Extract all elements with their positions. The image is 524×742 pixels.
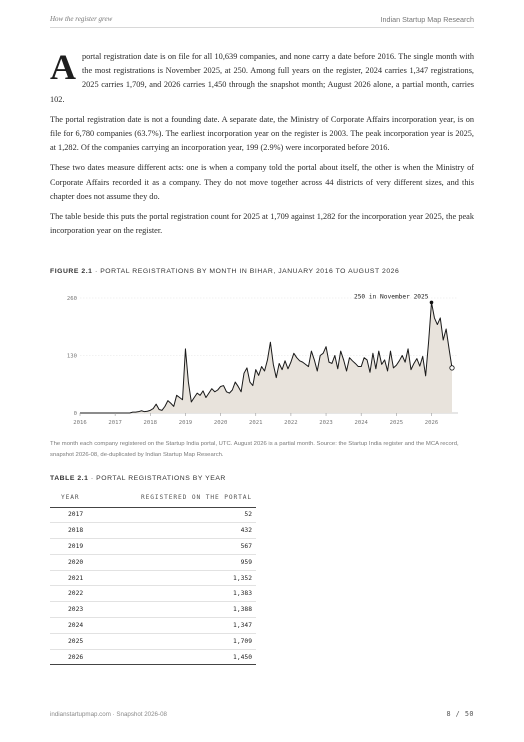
x-tick-label: 2017 [108,420,122,426]
figure-number: FIGURE 2.1 [50,268,93,275]
paragraph-1-text: portal registration date is on file for all 10,639 companies, and none carry a date before 2016. The single month with the most registrations is November 2025, at 250. Among full years on the register, 2024 carries 1,347 registrations, 2025 carries 1,709, and 2026 carries 1,450 through the snapshot month; August 2026 alone, a partial month, carries 102. [50,52,474,104]
x-tick-label: 2025 [389,420,404,426]
paragraph-2: The portal registration date is not a founding date. A separate date, the Ministry of Corporate Affairs incorporation year, is on file for 6,780 companies (63.7%). The earliest incorporation year on the register is 2003. The peak incorporation year is 2025, at 1,282. Of the companies carrying an incorporation year, 199 (2.9%) were incorporated before 2016. [50,114,474,153]
table-row [50,539,256,555]
total-pages: 50 [464,710,474,718]
x-tick-label: 2024 [354,420,368,426]
column-header-registered: REGISTERED ON THE PORTAL [99,488,256,507]
x-tick-label: 2019 [178,420,193,426]
figure-caption [50,268,399,275]
peak-annotation: 250 in November 2025 [353,293,429,301]
year-cell: 2020 [50,554,99,570]
count-cell: 432 [99,523,256,539]
x-tick-label: 2021 [249,420,263,426]
x-tick-label: 2023 [319,420,333,426]
registrations-chart [50,283,474,433]
page-number: 8 / 50 [446,710,474,718]
year-cell: 2023 [50,602,99,618]
x-tick-labels [73,413,438,426]
count-cell: 1,709 [99,633,256,649]
count-cell: 1,352 [99,570,256,586]
year-cell: 2018 [50,523,99,539]
drop-cap: A [50,47,76,87]
y-tick-label: 0 [73,411,77,417]
count-cell: 567 [99,539,256,555]
paragraph-3: These two dates measure different acts: one is when a company told the portal about itself, the other is when the Ministry of Corporate Affairs recorded it as a company. They do not move together across 44 districts of very different sizes, and this chapter does not assume they do. [50,163,474,201]
table-row [50,633,256,649]
count-cell: 1,388 [99,602,256,618]
peak-marker [430,301,434,305]
table-row [50,507,256,523]
table-row [50,586,256,602]
table-caption [50,475,226,482]
year-cell: 2026 [50,649,99,665]
column-header-year: YEAR [50,488,99,507]
figure-title: · PORTAL REGISTRATIONS BY MONTH IN BIHAR, JANUARY 2016 TO AUGUST 2026 [94,268,400,275]
footer-source: indianstartupmap.com · Snapshot 2026-08 [50,711,167,718]
year-cell: 2021 [50,570,99,586]
figure-note: The month each company registered on the Startup India portal, UTC. August 2026 is a partial month. Source: the Startup India register and the MCA record, snapshot 2026-08, de-duplicated by Indian Startup Map Research. [50,441,459,458]
y-tick-labels [67,296,77,417]
table-title: · PORTAL REGISTRATIONS BY YEAR [90,475,226,482]
year-cell: 2025 [50,633,99,649]
header-rule [50,27,474,28]
count-cell: 52 [99,507,256,523]
count-cell: 1,450 [99,649,256,665]
body-text [50,47,474,244]
table-row [50,602,256,618]
paragraph-1 [50,47,474,107]
table-row [50,649,256,665]
x-tick-label: 2018 [143,420,158,426]
partial-month-marker [450,366,454,370]
table-number: TABLE 2.1 [50,475,89,482]
count-cell: 1,383 [99,586,256,602]
table-row [50,618,256,634]
x-tick-label: 2026 [424,420,439,426]
publisher-name: Indian Startup Map Research [380,15,474,24]
year-cell: 2017 [50,507,99,523]
current-page: 8 [446,710,452,718]
count-cell: 1,347 [99,618,256,634]
x-tick-label: 2016 [73,420,87,426]
running-header [50,15,474,29]
y-tick-label: 130 [66,353,77,360]
registrations-table [50,488,256,665]
table-row [50,554,256,570]
table-row [50,570,256,586]
y-tick-label: 260 [66,296,77,302]
table-header-row [50,488,256,507]
chapter-title: How the register grew [50,15,113,23]
year-cell: 2019 [50,539,99,555]
x-tick-label: 2022 [284,420,298,426]
year-cell: 2024 [50,618,99,634]
count-cell: 959 [99,554,256,570]
table-row [50,523,256,539]
x-tick-label: 2020 [213,420,228,426]
year-cell: 2022 [50,586,99,602]
paragraph-4: The table beside this puts the portal registration count for 2025 at 1,709 against 1,282 for the incorporation year 2025, the peak incorporation year on the register. [50,212,474,236]
registrations-area [80,302,452,413]
